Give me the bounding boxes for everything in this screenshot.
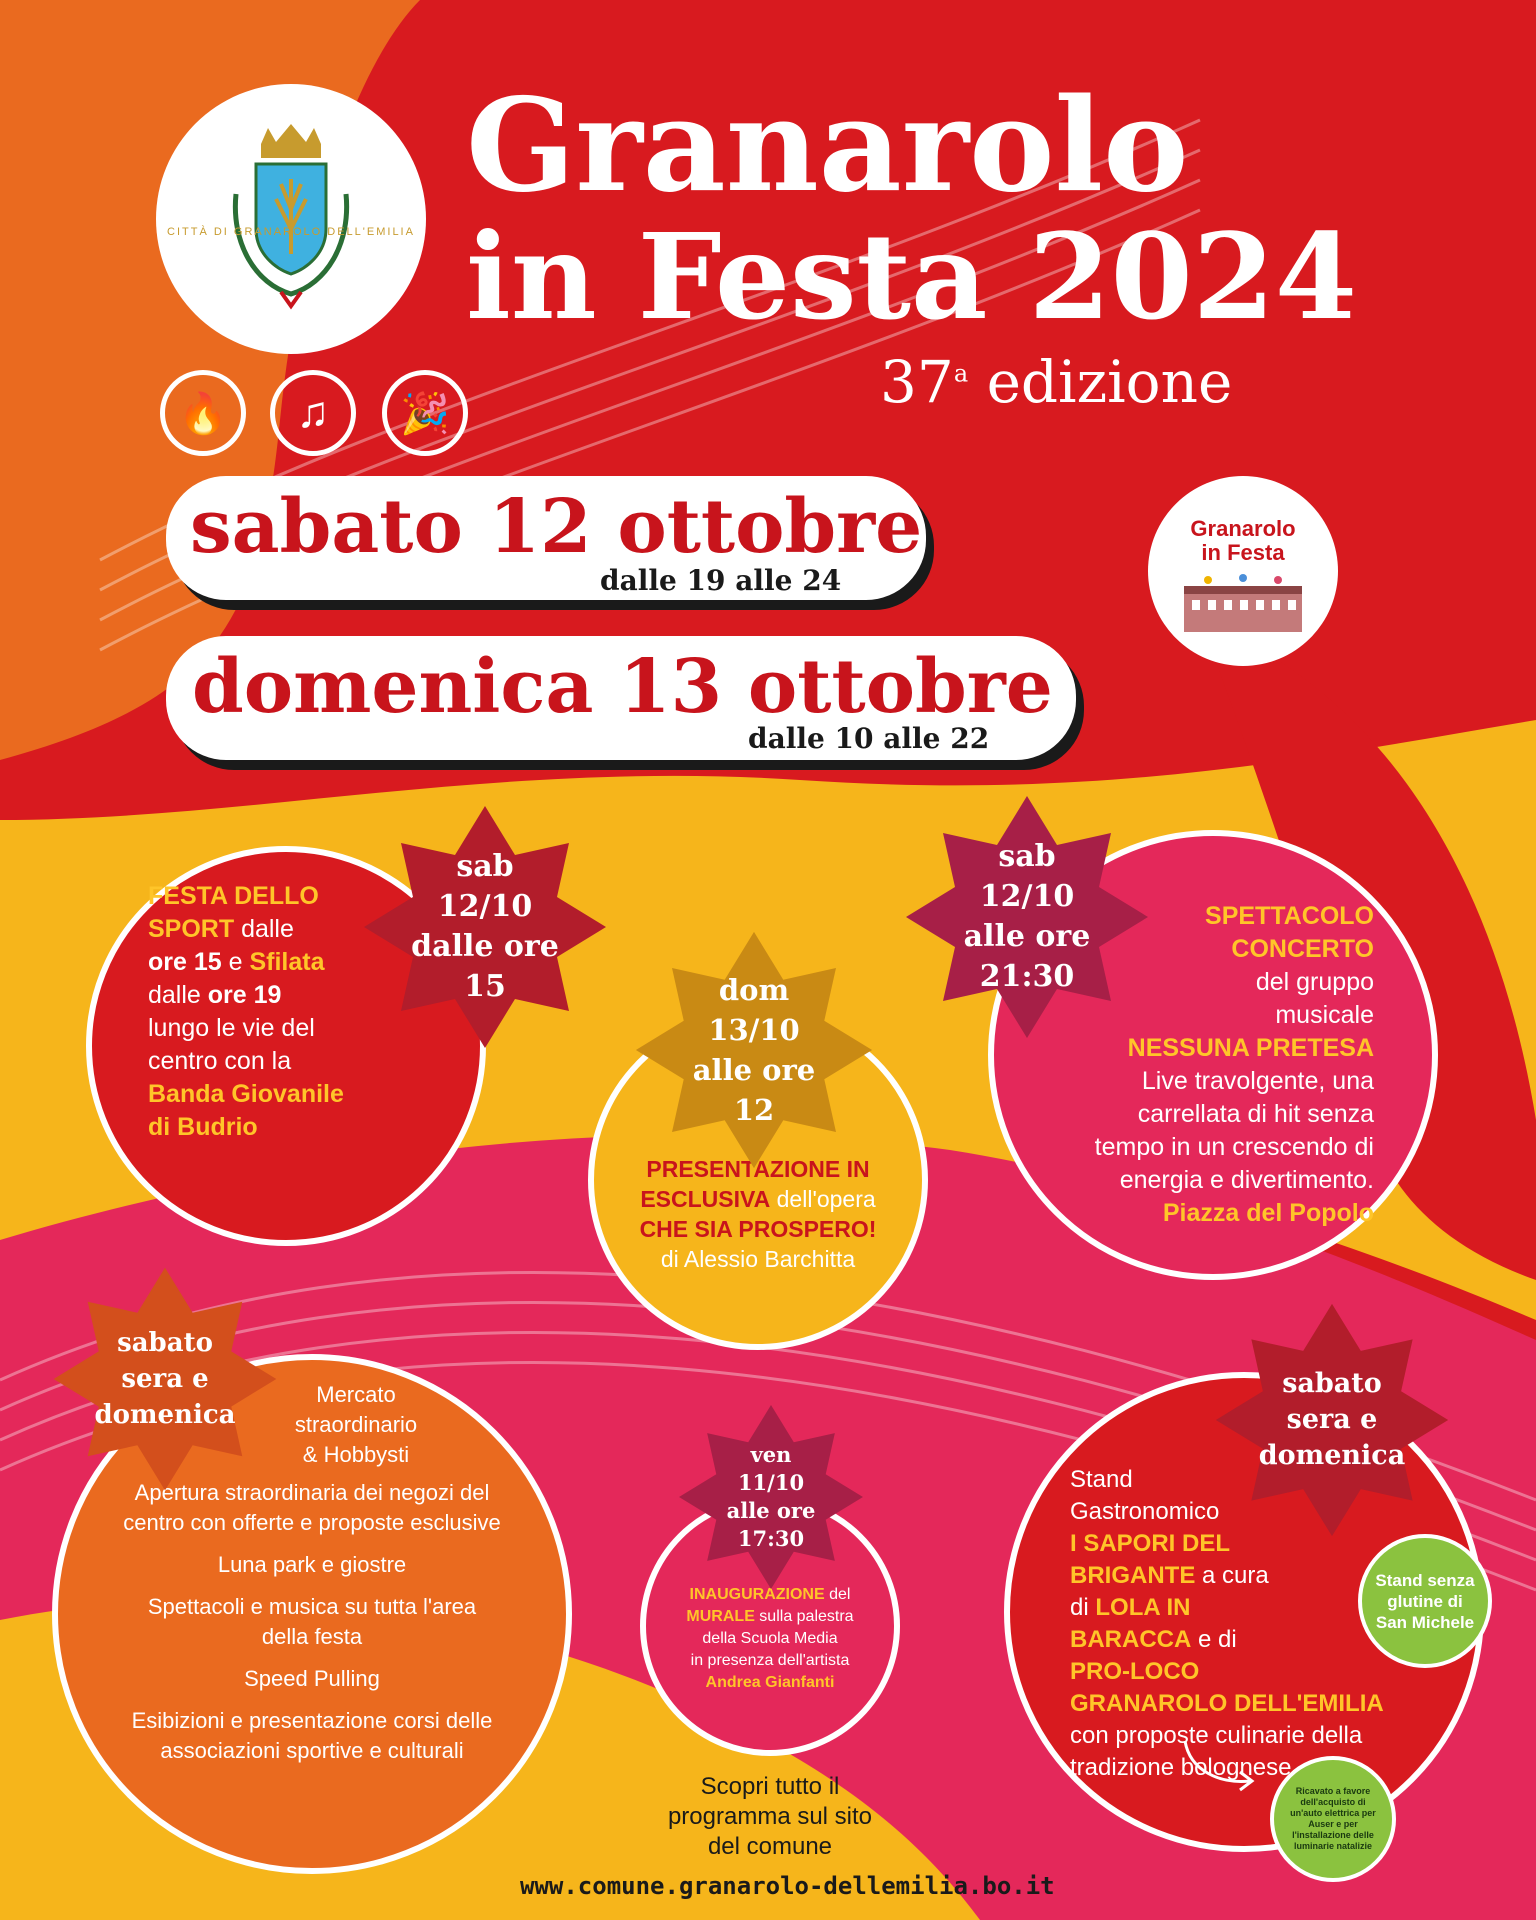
edition <box>880 348 1232 416</box>
sport-t10: centro con la <box>148 1047 292 1075</box>
presentation-t3: dell'opera <box>770 1186 876 1212</box>
market-t2: straordinario <box>294 1412 418 1437</box>
concert-t4: musicale <box>1275 1001 1374 1029</box>
presentation-date-star <box>632 928 876 1172</box>
music-note-icon: ♫ <box>270 370 356 456</box>
sport-star-line2: 12/10 <box>437 889 533 924</box>
presentation-t4: CHE SIA PROSPERO! <box>639 1216 877 1242</box>
title-line-2: in Festa 2024 <box>466 207 1357 346</box>
title-line-1: Granarolo <box>466 71 1189 221</box>
sport-t8: ore 19 <box>207 981 282 1009</box>
concert-t6: Live travolgente, una <box>1141 1067 1374 1095</box>
fire-icon: 🔥 <box>160 370 246 456</box>
date-day-saturday: sabato 12 ottobre <box>190 484 923 570</box>
presentation-t1: PRESENTAZIONE IN <box>646 1156 870 1182</box>
presentation-star-line1: dom <box>718 973 790 1007</box>
presentation-t5: di Alessio Barchitta <box>660 1246 856 1272</box>
sport-star-line1: sab <box>456 849 514 884</box>
market-text <box>102 1478 522 1766</box>
concert-t10: Piazza del Popolo <box>1162 1199 1374 1227</box>
mural-t2: del <box>824 1586 851 1603</box>
market-star-line3: domenica <box>94 1400 236 1430</box>
arrow-icon <box>1180 1736 1260 1796</box>
food-t11: GRANAROLO DELL'EMILIA <box>1070 1690 1384 1717</box>
concert-t9: energia e divertimento. <box>1119 1166 1374 1194</box>
sport-t7: dalle <box>148 981 208 1009</box>
sport-star-line4: 15 <box>464 969 506 1004</box>
mural-star-line2: 11/10 <box>737 1470 805 1495</box>
event-logo-line1: Granarolo <box>1190 516 1296 541</box>
market-t8: Esibizioni e presentazione corsi delle associazioni sportive e culturali <box>131 1708 493 1763</box>
building-icon <box>1178 572 1308 636</box>
mural-t1: INAUGURAZIONE <box>689 1586 825 1603</box>
mural-t3: MURALE <box>686 1608 755 1625</box>
food-star-line3: domenica <box>1258 1440 1406 1471</box>
market-star-line1: sabato <box>117 1328 213 1358</box>
gluten-free-badge <box>1358 1534 1492 1668</box>
food-t1: Stand <box>1070 1466 1133 1493</box>
mural-star-line3: alle ore <box>726 1498 816 1523</box>
sport-t11: Banda Giovanile <box>148 1080 344 1108</box>
presentation-star-line2: 13/10 <box>708 1013 800 1047</box>
sport-t1: FESTA DELLO <box>148 882 319 910</box>
food-star-line1: sabato <box>1282 1368 1382 1399</box>
concert-t8: tempo in un crescendo di <box>1094 1133 1374 1161</box>
food-t5: a cura <box>1195 1562 1269 1589</box>
food-t3: I SAPORI DEL <box>1070 1530 1231 1557</box>
date-hours-sunday: dalle 10 alle 22 <box>748 722 990 755</box>
sport-t4: ore 15 <box>148 948 222 976</box>
market-header-text <box>256 1380 456 1470</box>
food-date-star <box>1212 1300 1452 1540</box>
food-t8: BARACCA <box>1070 1626 1192 1653</box>
party-popper-icon: 🎉 <box>382 370 468 456</box>
concert-star-line3: alle ore <box>963 919 1091 954</box>
mural-date-star <box>676 1402 866 1592</box>
edition-sup: a <box>953 359 969 388</box>
food-t6: di <box>1070 1594 1096 1621</box>
date-day-sunday: domenica 13 ottobre <box>192 644 1053 730</box>
food-t9: e di <box>1191 1626 1237 1653</box>
event-logo-line2: in Festa <box>1201 540 1285 565</box>
sport-t9: lungo le vie del <box>148 1014 315 1042</box>
concert-star-line2: 12/10 <box>979 879 1075 914</box>
concert-star-line4: 21:30 <box>979 959 1075 994</box>
mural-star-line1: ven <box>750 1442 792 1467</box>
donation-badge <box>1270 1756 1396 1882</box>
city-seal-text: CITTÀ DI GRANAROLO DELL'EMILIA <box>167 226 415 238</box>
market-t7: Speed Pulling <box>244 1666 380 1691</box>
sport-t6: Sfilata <box>249 948 325 976</box>
presentation-t2: ESCLUSIVA <box>640 1186 771 1212</box>
food-t10: PRO-LOCO <box>1070 1658 1200 1685</box>
market-t4: Apertura straordinaria dei negozi del centro con offerte e proposte esclusive <box>123 1480 501 1535</box>
edition-number: 37 <box>880 348 954 416</box>
food-t13: tradizione bolognese <box>1070 1754 1292 1781</box>
sport-star-line3: dalle ore <box>411 929 559 964</box>
concert-t5: NESSUNA PRETESA <box>1127 1034 1374 1062</box>
food-star-line2: sera e <box>1286 1404 1378 1435</box>
footer-discover: Scopri tutto il programma sul sito del comune <box>667 1773 873 1860</box>
mural-t6: in presenza dell'artista <box>690 1652 850 1669</box>
date-hours-saturday: dalle 19 alle 24 <box>600 564 842 597</box>
concert-t2: CONCERTO <box>1231 935 1374 963</box>
event-logo <box>1148 476 1338 666</box>
market-t5: Luna park e giostre <box>217 1552 407 1577</box>
food-t12: con proposte culinarie della <box>1070 1722 1363 1749</box>
donation-text: Ricavato a favore dell'acquisto di un'auto elettrica per Auser e per l'installazione delle luminarie natalizie <box>1290 1786 1376 1851</box>
market-t3: & Hobbysti <box>302 1442 410 1467</box>
mural-star-line4: 17:30 <box>737 1526 805 1551</box>
food-t4: BRIGANTE <box>1070 1562 1196 1589</box>
footer-url[interactable]: www.comune.granarolo-dellemilia.bo.it <box>520 1872 1055 1900</box>
sport-t2: SPORT <box>148 915 235 943</box>
sport-t12: di Budrio <box>148 1113 258 1141</box>
food-t7: LOLA IN <box>1095 1594 1191 1621</box>
mural-t7: Andrea Gianfanti <box>705 1674 835 1691</box>
mural-text <box>650 1584 890 1694</box>
sport-t5: e <box>221 948 250 976</box>
food-t2: Gastronomico <box>1070 1498 1220 1525</box>
market-star-line2: sera e <box>121 1364 209 1394</box>
market-t6: Spettacoli e musica su tutta l'area della festa <box>147 1594 477 1649</box>
concert-t7: carrellata di hit senza <box>1137 1100 1374 1128</box>
concert-t3: del gruppo <box>1255 968 1374 996</box>
mural-t4: sulla palestra <box>754 1608 854 1625</box>
presentation-text <box>588 1154 928 1274</box>
market-t1: Mercato <box>316 1382 396 1407</box>
concert-date-star <box>902 792 1152 1042</box>
coat-of-arms-icon <box>156 84 426 354</box>
sport-date-star <box>360 802 610 1052</box>
gluten-free-text: Stand senza glutine di San Michele <box>1375 1570 1475 1632</box>
concert-star-line1: sab <box>998 839 1056 874</box>
market-date-star <box>50 1264 280 1494</box>
city-seal <box>156 84 426 354</box>
presentation-star-line4: 12 <box>733 1093 775 1127</box>
concert-t1: SPETTACOLO <box>1205 902 1374 930</box>
sport-t3: dalle <box>234 915 294 943</box>
edition-word: edizione <box>986 348 1233 416</box>
presentation-star-line3: alle ore <box>692 1053 816 1087</box>
mural-t5: della Scuola Media <box>702 1630 838 1647</box>
